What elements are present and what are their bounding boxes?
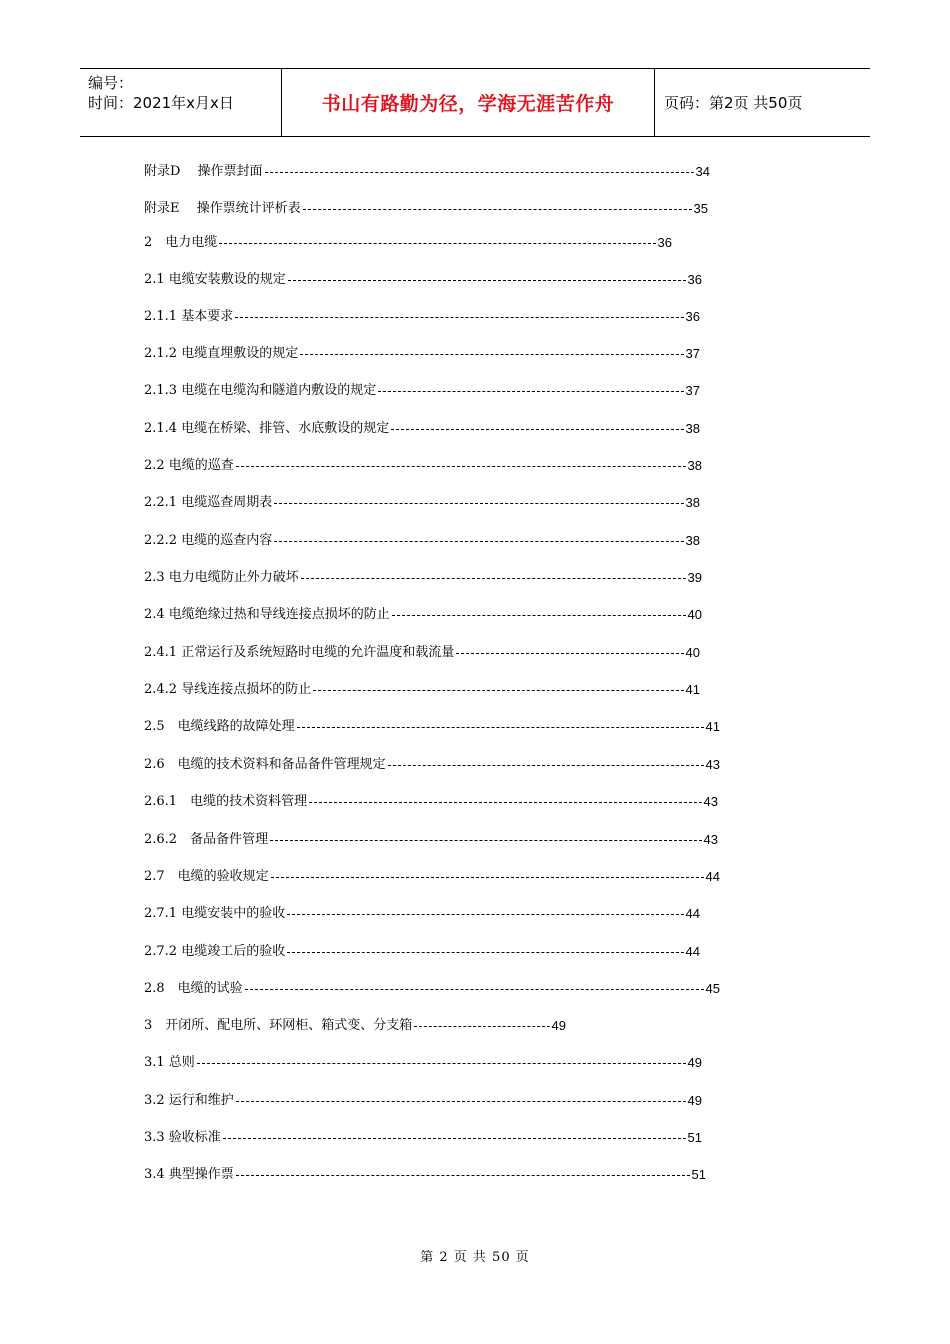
toc-entry-page: 39: [687, 570, 702, 585]
toc-entry-label: 2.4.1 正常运行及系统短路时电缆的允许温度和载流量: [144, 645, 455, 660]
toc-leader-dots: [274, 541, 683, 542]
toc-entry-page: 41: [705, 719, 720, 734]
toc-entry[interactable]: [144, 643, 700, 663]
toc-entry[interactable]: [144, 307, 700, 327]
toc-leader-dots: [236, 1101, 686, 1102]
toc-entry-label: 2.2 电缆的巡查: [144, 458, 234, 473]
toc-leader-dots: [313, 690, 683, 691]
toc-leader-dots: [309, 802, 701, 803]
time-label: 时间：2021年x月x日: [88, 94, 234, 112]
toc-entry[interactable]: [144, 270, 702, 290]
toc-entry-label: 2.6.1 电缆的技术资料管理: [144, 794, 308, 809]
toc-leader-dots: [271, 877, 704, 878]
toc-leader-dots: [456, 653, 683, 654]
toc-entry-label: 3.3 验收标准: [144, 1130, 221, 1145]
toc-entry-label: 2.3 电力电缆防止外力破坏: [144, 570, 299, 585]
toc-entry[interactable]: [144, 605, 702, 625]
toc-leader-dots: [388, 765, 704, 766]
toc-entry[interactable]: [144, 904, 700, 924]
toc-entry-page: 43: [703, 832, 718, 847]
toc-entry[interactable]: [144, 568, 702, 588]
toc-leader-dots: [235, 317, 683, 318]
toc-leader-dots: [270, 840, 701, 841]
number-label: 编号：: [88, 74, 134, 92]
toc-leader-dots: [297, 727, 704, 728]
toc-entry-page: 38: [685, 495, 700, 510]
toc-entry[interactable]: [144, 419, 700, 439]
toc-entry-label: 2.5 电缆线路的故障处理: [144, 719, 295, 734]
toc-entry[interactable]: [144, 1091, 702, 1111]
toc-entry-label: 3 开闭所、配电所、环网柜、箱式变、分支箱: [144, 1018, 413, 1033]
toc-entry-page: 36: [685, 309, 700, 324]
toc-entry[interactable]: [144, 381, 700, 401]
toc-entry-label: 2.1.2 电缆直埋敷设的规定: [144, 346, 299, 361]
toc-leader-dots: [236, 466, 686, 467]
toc-entry[interactable]: [144, 1053, 702, 1073]
toc-leader-dots: [378, 391, 683, 392]
toc-entry-label: 2.6 电缆的技术资料和备品备件管理规定: [144, 757, 386, 772]
toc-entry-label: 2.1 电缆安装敷设的规定: [144, 272, 286, 287]
toc-entry[interactable]: [144, 162, 710, 182]
toc-entry-page: 45: [705, 981, 720, 996]
toc-entry-page: 37: [685, 346, 700, 361]
toc-leader-dots: [287, 914, 683, 915]
toc-entry-label: 2.7 电缆的验收规定: [144, 869, 269, 884]
toc-leader-dots: [287, 952, 683, 953]
toc-entry[interactable]: [144, 199, 708, 219]
toc-leader-dots: [303, 209, 692, 210]
toc-entry-label: 2.8 电缆的试验: [144, 981, 243, 996]
header-page-info: 页码：第2页 共50页: [664, 94, 803, 112]
toc-entry-label: 3.2 运行和维护: [144, 1093, 234, 1108]
toc-entry-label: 2.4 电缆绝缘过热和导线连接点损坏的防止: [144, 607, 390, 622]
toc-entry[interactable]: [144, 233, 672, 253]
toc-leader-dots: [392, 615, 686, 616]
toc-entry-page: 49: [687, 1055, 702, 1070]
toc-leader-dots: [197, 1063, 686, 1064]
toc-leader-dots: [300, 354, 683, 355]
toc-entry[interactable]: [144, 755, 720, 775]
toc-entry-page: 51: [691, 1167, 706, 1182]
toc-entry-label: 2.7.2 电缆竣工后的验收: [144, 944, 286, 959]
toc-entry[interactable]: [144, 493, 700, 513]
toc-leader-dots: [414, 1026, 549, 1027]
toc-entry-page: 44: [685, 906, 700, 921]
toc-leader-dots: [301, 578, 686, 579]
toc-entry-label: 3.4 典型操作票: [144, 1167, 234, 1182]
toc-entry[interactable]: [144, 344, 700, 364]
toc-leader-dots: [274, 503, 683, 504]
toc-leader-dots: [219, 243, 655, 244]
header-motto: 书山有路勤为径，学海无涯苦作舟: [321, 93, 615, 115]
toc-entry-label: 2.1.3 电缆在电缆沟和隧道内敷设的规定: [144, 383, 377, 398]
toc-entry-page: 40: [687, 607, 702, 622]
toc-entry[interactable]: [144, 1165, 706, 1185]
toc-entry-page: 43: [705, 757, 720, 772]
page-footer: 第 2 页 共 50 页: [420, 1250, 530, 1265]
toc-entry-label: 3.1 总则: [144, 1055, 195, 1070]
toc-entry[interactable]: [144, 1128, 702, 1148]
toc-entry-page: 43: [703, 794, 718, 809]
toc-entry-page: 49: [687, 1093, 702, 1108]
toc-entry-page: 34: [695, 164, 710, 179]
toc-entry-label: 2.4.2 导线连接点损坏的防止: [144, 682, 312, 697]
toc-entry-label: 2 电力电缆: [144, 235, 218, 250]
toc-entry-label: 2.1.1 基本要求: [144, 309, 234, 324]
toc-leader-dots: [265, 172, 694, 173]
toc-entry[interactable]: [144, 830, 718, 850]
toc-leader-dots: [391, 429, 683, 430]
toc-entry-page: 49: [551, 1018, 566, 1033]
toc-entry-page: 51: [687, 1130, 702, 1145]
toc-entry-label: 2.6.2 备品备件管理: [144, 832, 269, 847]
toc-entry[interactable]: [144, 680, 700, 700]
toc-leader-dots: [288, 280, 686, 281]
toc-entry-label: 2.1.4 电缆在桥梁、排管、水底敷设的规定: [144, 421, 390, 436]
toc-entry-page: 36: [687, 272, 702, 287]
toc-entry[interactable]: [144, 531, 700, 551]
toc-entry-label: 2.2.2 电缆的巡查内容: [144, 533, 273, 548]
toc-entry-label: 2.2.1 电缆巡查周期表: [144, 495, 273, 510]
toc-entry-label: 附录E 操作票统计评析表: [144, 201, 301, 216]
toc-entry[interactable]: [144, 792, 718, 812]
toc-entry-page: 40: [685, 645, 700, 660]
toc-entry-page: 38: [687, 458, 702, 473]
toc-entry-page: 38: [685, 421, 700, 436]
toc-entry[interactable]: [144, 979, 720, 999]
toc-entry-page: 41: [685, 682, 700, 697]
toc-entry-label: 附录D 操作票封面: [144, 164, 263, 179]
toc-entry[interactable]: [144, 717, 720, 737]
toc-entry-page: 37: [685, 383, 700, 398]
toc-entry-page: 44: [685, 944, 700, 959]
toc-leader-dots: [245, 989, 704, 990]
toc-entry-page: 38: [685, 533, 700, 548]
toc-entry[interactable]: [144, 1016, 566, 1036]
toc-entry-page: 44: [705, 869, 720, 884]
toc-entry-page: 35: [693, 201, 708, 216]
toc-leader-dots: [236, 1175, 690, 1176]
toc-entry-page: 36: [657, 235, 672, 250]
toc-entry[interactable]: [144, 456, 702, 476]
toc-entry-label: 2.7.1 电缆安装中的验收: [144, 906, 286, 921]
toc-leader-dots: [223, 1138, 686, 1139]
toc-entry[interactable]: [144, 867, 720, 887]
toc-entry[interactable]: [144, 942, 700, 962]
